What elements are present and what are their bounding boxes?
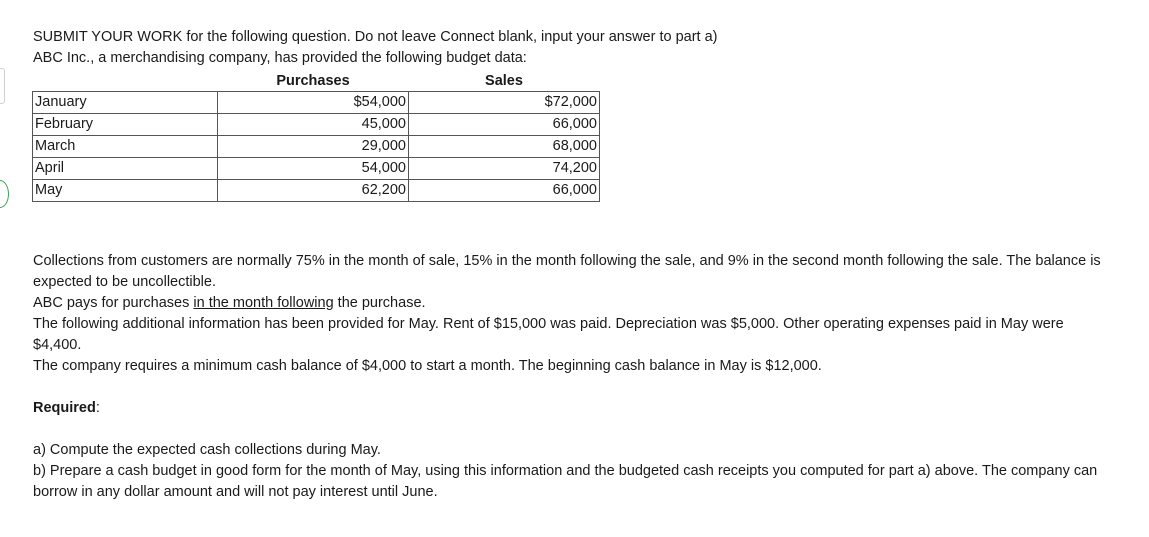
table-row (33, 114, 600, 136)
sales-cell: 68,000 (409, 136, 600, 158)
payments-text (33, 293, 1113, 314)
sales-cell: 66,000 (409, 180, 600, 202)
sales-cell: $72,000 (409, 92, 600, 114)
table-row (33, 136, 600, 158)
month-cell: March (33, 136, 218, 158)
part-b-text: b) Prepare a cash budget in good form for the month of May, using this information and the budgeted cash receipts you computed for part a) above. The company can borrow in any dollar amount and will not pay interest until June. (33, 463, 1098, 500)
collections-text: Collections from customers are normally 75% in the month of sale, 15% in the month following the sale, and 9% in the second month following the sale. The balance is expected to be uncollectible. (33, 253, 1101, 290)
month-cell: February (33, 114, 218, 136)
required-parts (33, 440, 1113, 503)
instruction-text: SUBMIT YOUR WORK for the following question. Do not leave Connect blank, input your answer to part a) (33, 29, 718, 45)
problem-body (33, 251, 1113, 377)
column-header-sales: Sales (409, 70, 600, 92)
payments-pre: ABC pays for purchases (33, 295, 194, 311)
month-cell: January (33, 92, 218, 114)
additional-info-text: The following additional information has been provided for May. Rent of $15,000 was paid. Depreciation was $5,000. Other operating expenses paid in May were $4,400. (33, 316, 1064, 353)
budget-table (32, 70, 600, 202)
month-cell: May (33, 180, 218, 202)
status-circle-icon (0, 180, 9, 208)
purchases-cell: 29,000 (218, 136, 409, 158)
purchases-cell: 54,000 (218, 158, 409, 180)
month-cell: April (33, 158, 218, 180)
sales-cell: 66,000 (409, 114, 600, 136)
required-label: Required (33, 400, 96, 416)
table-row (33, 158, 600, 180)
table-row (33, 92, 600, 114)
left-edge-tab (0, 68, 5, 104)
part-a-text: a) Compute the expected cash collections during May. (33, 442, 381, 458)
purchases-cell: 45,000 (218, 114, 409, 136)
purchases-cell: 62,200 (218, 180, 409, 202)
column-header-purchases: Purchases (218, 70, 409, 92)
minimum-cash-text: The company requires a minimum cash balance of $4,000 to start a month. The beginning cash balance in May is $12,000. (33, 358, 822, 374)
required-heading (33, 398, 1113, 419)
purchases-cell: $54,000 (218, 92, 409, 114)
sales-cell: 74,200 (409, 158, 600, 180)
required-section (33, 398, 1113, 419)
payments-underline: in the month following (193, 295, 334, 311)
table-row (33, 180, 600, 202)
table-header-blank (33, 70, 218, 92)
table-header-row (33, 70, 600, 92)
intro-text: ABC Inc., a merchandising company, has provided the following budget data: (33, 50, 527, 66)
payments-post: the purchase. (333, 295, 426, 311)
required-colon: : (95, 400, 100, 416)
